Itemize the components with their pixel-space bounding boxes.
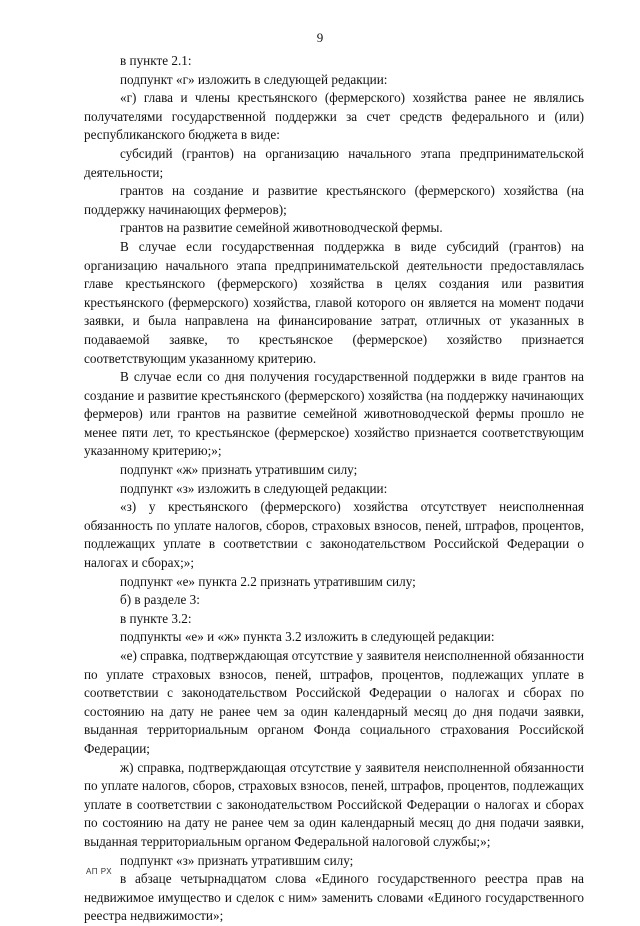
paragraph: «з) у крестьянского (фермерского) хозяйства отсутствует неисполненная обязанность по уплате налогов, сборов, страховых взносов, пеней, штрафов, процентов, подлежащих уплате в соответствии с законодательством Российской Федерации о налогах и сборах;»; [84,499,584,571]
paragraph: в пункте 2.1: [120,53,192,68]
page-number: 9 [316,30,324,45]
paragraph: б) в разделе 3: [120,592,200,608]
paragraph: субсидий (грантов) на организацию начального этапа предпринимательской деятельности; [84,145,584,180]
paragraph: в пункте 3.2: [120,610,192,626]
paragraph: ж) справка, подтверждающая отсутствие у заявителя неисполненной обязанности по уплате налогов, сборов, страховых взносов, пеней, штрафов, процентов, подлежащих уплате в соответствии с законодательством Российской Федерации о налогах и сборах по состоянию на дату не ранее чем за один календарный месяц до дня подачи заявки, выданная территориальным органом Федеральной налоговой службы;»; [84,759,584,849]
paragraph: подпункт «з» изложить в следующей редакции: [120,480,388,496]
paragraph: подпункт «е» пункта 2.2 признать утратившим силу; [120,573,416,589]
paragraph: грантов на развитие семейной животноводческой фермы. [120,220,443,236]
paragraph: «е) справка, подтверждающая отсутствие у заявителя неисполненной обязанности по уплате страховых взносов, пеней, штрафов, процентов, подлежащих уплате в соответствии с законодательством Российской Федерации о налогах и сборах по состоянию на дату не ранее чем за один календарный месяц до дня подачи заявки, выданная территориальным органом Фонда социального страхования Российской Федерации; [84,648,584,756]
paragraph: подпункты «е» и «ж» пункта 3.2 изложить в следующей редакции: [120,629,495,645]
paragraph: в абзаце четырнадцатом слова «Единого государственного реестра прав на недвижимое имущество и сделок с ним» заменить словами «Единого государственного реестра недвижимости»; [84,871,584,924]
footer-code: АП РХ [86,867,113,876]
paragraph: подпункт «г» изложить в следующей редакции: [120,71,388,87]
paragraph: «г) глава и члены крестьянского (фермерского) хозяйства ранее не являлись получателями государственной поддержки за счет средств федерального и (или) республиканского бюджета в виде: [84,90,584,143]
paragraph: В случае если государственная поддержка в виде субсидий (грантов) на организацию начального этапа предпринимательской деятельности предоставлялась главе крестьянского (фермерского) хозяйства в целях создания или развития крестьянского (фермерского) хозяйства, главой которого он является на момент подачи заявки, и была направлена на финансирование затрат, отличных от указанных в подаваемой заявке, то крестьянское (фермерское) хозяйство признается соответствующим указанному критерию. [84,238,584,366]
document-body [84,52,584,926]
paragraph: В случае если со дня получения государственной поддержки в виде грантов на создание и развитие крестьянского (фермерского) хозяйства (на поддержку начинающих фермеров) или грантов на развитие семейной животноводческой фермы прошло не менее пяти лет, то крестьянское (фермерское) хозяйство признается соответствующим указанному критерию;»; [84,369,584,459]
paragraph: грантов на создание и развитие крестьянского (фермерского) хозяйства (на поддержку начинающих фермеров); [84,183,584,217]
paragraph: подпункт «з» признать утратившим силу; [120,852,354,868]
paragraph: подпункт «ж» признать утратившим силу; [120,462,358,478]
